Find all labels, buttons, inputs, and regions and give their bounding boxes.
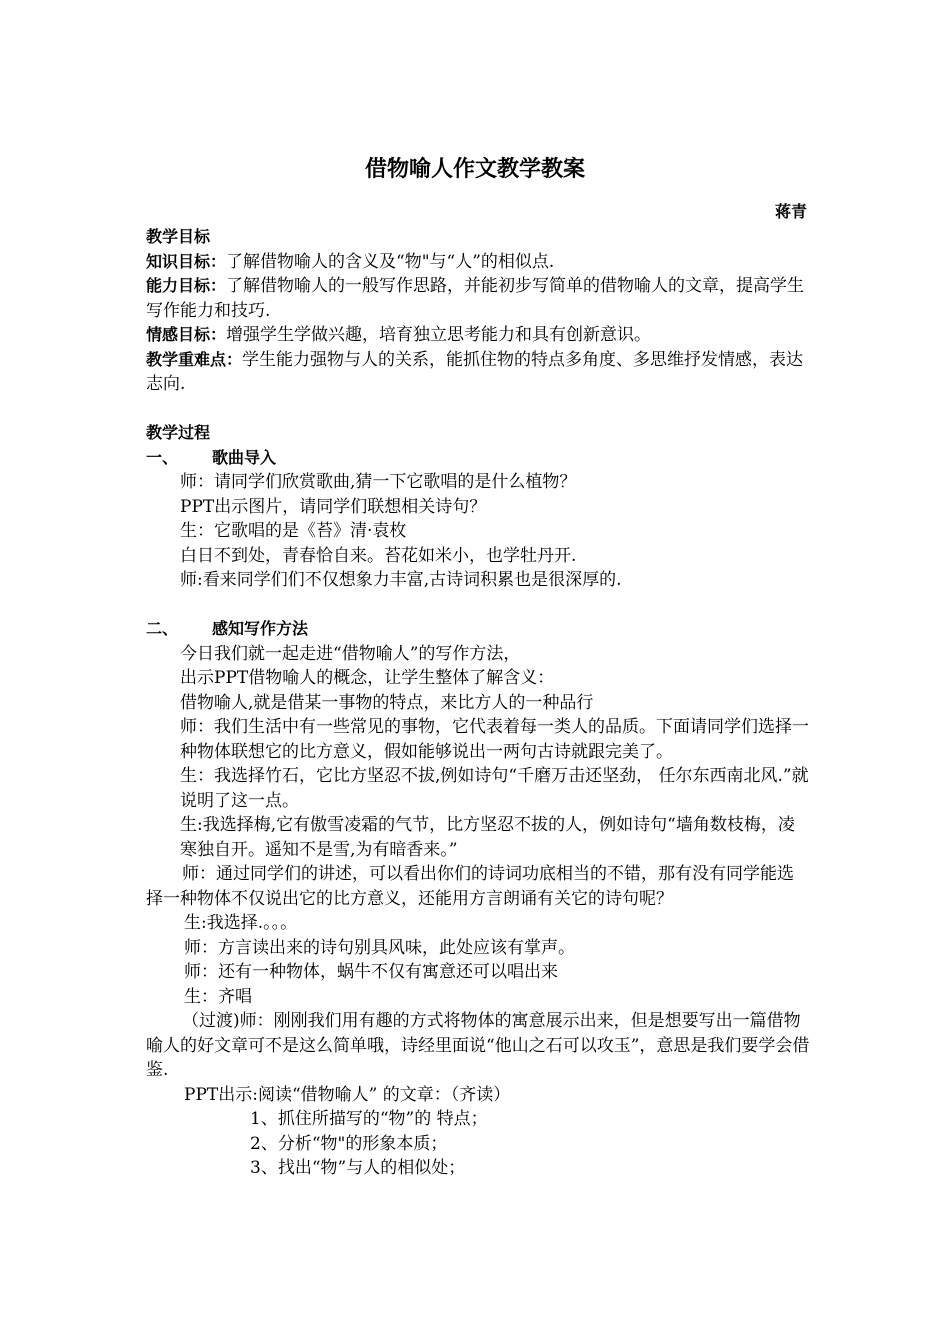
emotion-text: 增强学生学做兴趣，培育独立思考能力和具有创新意识。 — [226, 325, 652, 345]
section-number: 一、 — [146, 447, 179, 467]
paragraph: 师：我们生活中有一些常见的事物，它代表着每一类人的品质。下面请同学们选择一种物体联想它的比方意义，假如能够说出一两句古诗就跟完美了。 — [180, 717, 809, 762]
paragraph: 生：齐唱 — [184, 986, 252, 1007]
paragraph: 生：我选择竹石，它比方坚忍不拔,例如诗句“千磨万击还坚劲， 任尔东西南北风.”就说明了这一点。 — [180, 766, 809, 811]
paragraph: 借物喻人,就是借某一事物的特点，来比方人的一种品行 — [180, 692, 594, 713]
paragraph: PPT出示:阅读“借物喻人” 的文章：（齐读） — [184, 1084, 511, 1105]
key-points — [146, 348, 810, 397]
paragraph: 师:看来同学们们不仅想象力丰富,古诗词积累也是很深厚的. — [180, 570, 622, 590]
document-body — [146, 225, 810, 1181]
paragraph: 生:我选择.。。。 — [184, 913, 298, 933]
paragraph: PPT出示图片，请同学们联想相关诗句？ — [180, 496, 487, 517]
paragraph: 师：方言读出来的诗句别具风味，此处应该有掌声。 — [184, 937, 575, 958]
paragraph: 生：它歌唱的是《苔》清·袁枚 — [180, 521, 407, 541]
ability-text: 了解借物喻人的一般写作思路，并能初步写简单的借物喻人的文章，提高学生写作能力和技巧. — [146, 276, 805, 321]
key-points-label: 教学重难点： — [146, 349, 243, 369]
numbered-item: 3、找出“物”与人的相似处； — [250, 1158, 466, 1178]
process-heading: 教学过程 — [146, 423, 211, 442]
document-title: 借物喻人作文教学教案 — [364, 157, 585, 182]
emotion-label: 情感目标： — [146, 325, 227, 344]
numbered-item: 1、抓住所描写的“物”的 特点； — [250, 1109, 488, 1129]
ability-objective — [146, 274, 810, 323]
author-name: 蒋青 — [774, 202, 807, 221]
knowledge-label: 知识目标： — [146, 251, 227, 271]
paragraph: 出示PPT借物喻人的概念，让学生整体了解含义： — [180, 668, 555, 688]
objectives-heading: 教学目标 — [146, 227, 211, 246]
section-number: 二、 — [146, 619, 179, 638]
numbered-item: 2、分析“物"的形象本质； — [250, 1133, 448, 1154]
emotion-objective — [146, 323, 810, 348]
section-title: 歌曲导入 — [212, 447, 277, 467]
knowledge-text: 了解借物喻人的含义及“物"与“人”的相似点. — [226, 251, 555, 272]
paragraph: （过渡)师：刚刚我们用有趣的方式将物体的寓意展示出来，但是想要写出一篇借物喻人的好文章可不是这么简单哦，诗经里面说“他山之石可以攻玉”，意思是我们要学会借鉴. — [146, 1011, 810, 1080]
section-heading-2 — [146, 617, 810, 642]
paragraph: 师：请同学们欣赏歌曲,猜一下它歌唱的是什么植物？ — [180, 472, 577, 492]
section-heading-1 — [146, 446, 810, 471]
paragraph: 生:我选择梅,它有傲雪凌霜的气节，比方坚忍不拔的人，例如诗句“墙角数枝梅，凌寒独自开。遥知不是雪,为有暗香来。” — [180, 815, 795, 860]
section-title: 感知写作方法 — [212, 619, 309, 638]
paragraph: 白日不到处，青春恰自来。苔花如米小，也学牡丹开. — [180, 545, 577, 566]
key-points-text: 学生能力强物与人的关系，能抓住物的特点多角度、多思维抒发情感，表达志向. — [146, 349, 804, 394]
paragraph: 师：通过同学们的讲述，可以看出你们的诗词功底相当的不错，那有没有同学能选择一种物体不仅说出它的比方意义，还能用方言朗诵有关它的诗句呢？ — [146, 864, 794, 909]
paragraph: 师：还有一种物体，蜗牛不仅有寓意还可以唱出来 — [184, 962, 558, 982]
paragraph: 今日我们就一起走进“借物喻人”的写作方法， — [180, 643, 521, 664]
knowledge-objective — [146, 250, 810, 275]
ability-label: 能力目标： — [146, 276, 227, 295]
